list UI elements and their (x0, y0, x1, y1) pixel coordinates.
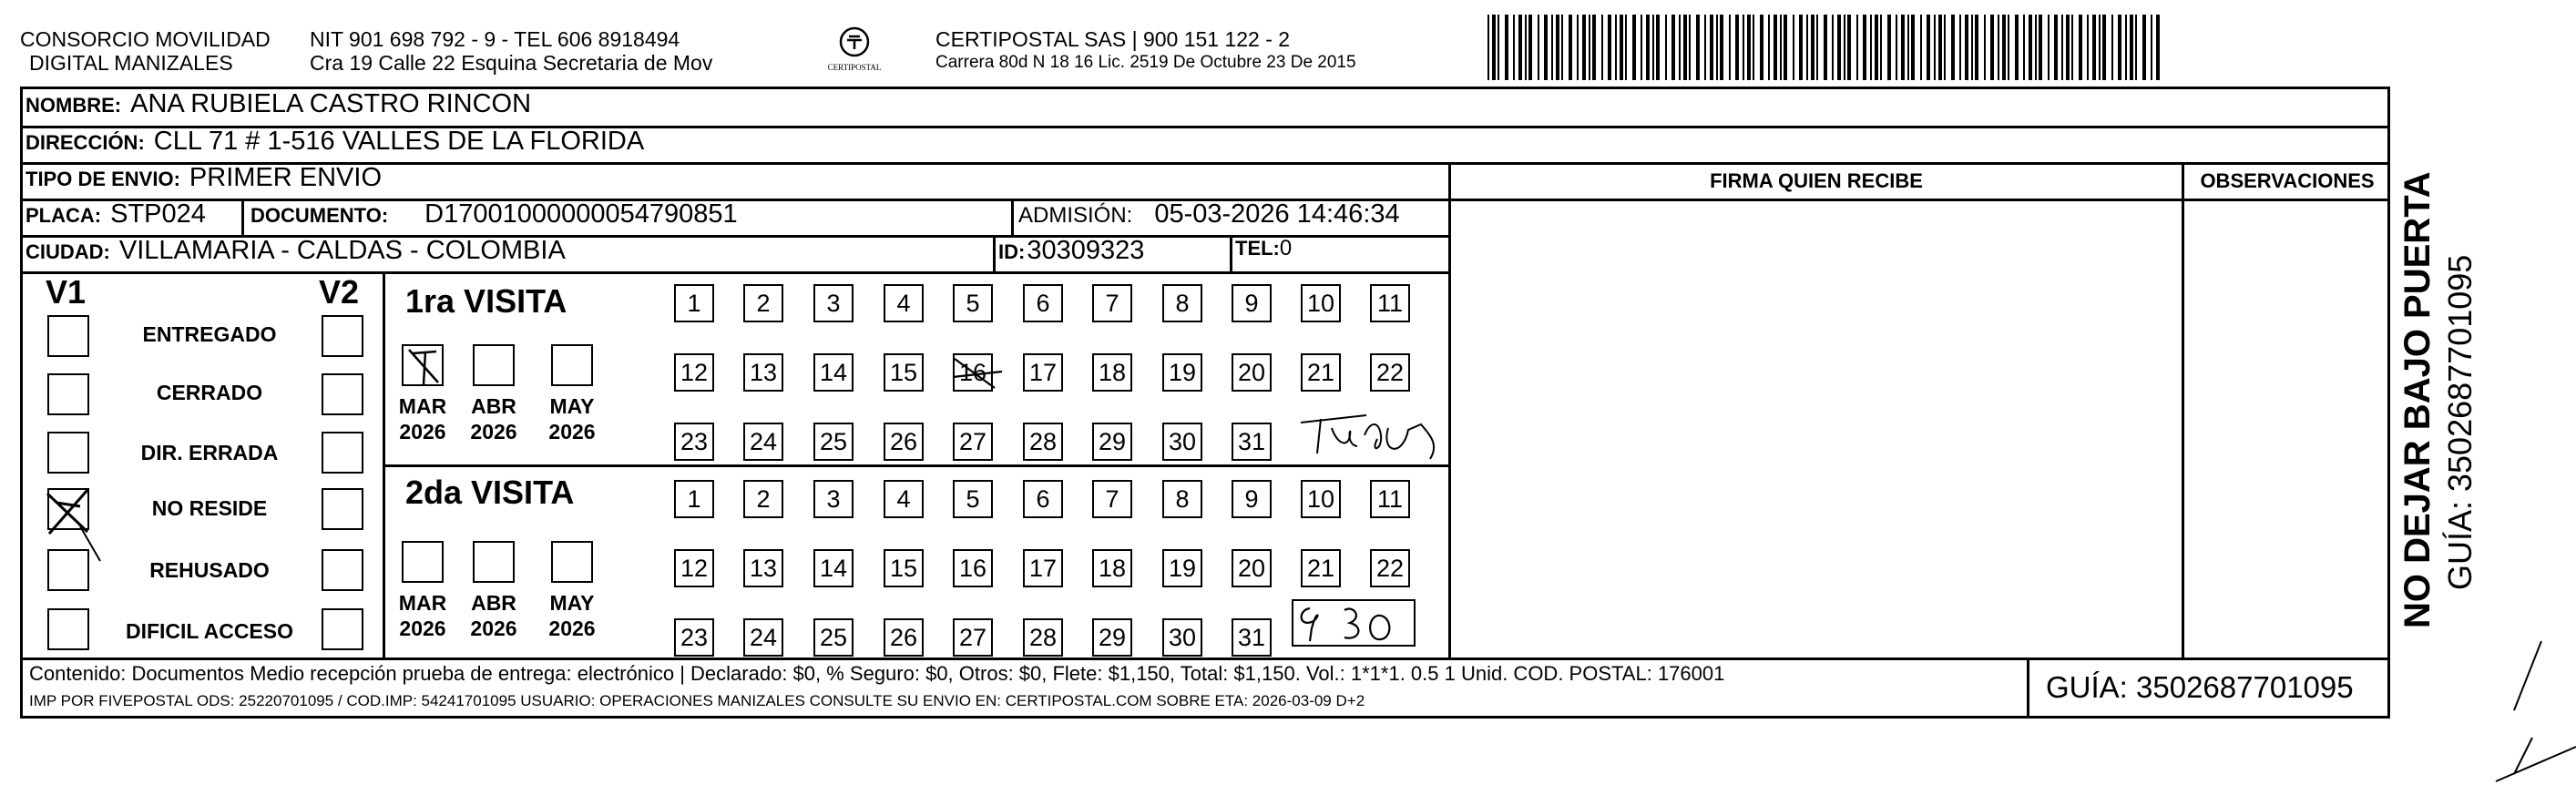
admision-label: ADMISIÓN: (1018, 203, 1133, 228)
first-visit-day-8[interactable]: 8 (1162, 284, 1202, 322)
first-visit-mar-checkbox[interactable] (402, 344, 444, 386)
tipo-row (26, 163, 382, 193)
tel-value: 0 (1279, 236, 1293, 260)
second-visit-day-12[interactable]: 12 (674, 549, 714, 587)
second-visit-day-15[interactable]: 15 (884, 549, 924, 587)
first-visit-month-may: MAY 2026 (548, 394, 596, 443)
first-visit-day-3[interactable]: 3 (813, 284, 854, 322)
second-visit-day-7[interactable]: 7 (1092, 480, 1132, 518)
second-visit-title: 2da VISITA (405, 474, 575, 511)
observaciones-header: OBSERVACIONES (2200, 169, 2375, 192)
first-visit-day-23[interactable]: 23 (674, 423, 714, 461)
option-rehusado: REHUSADO (149, 558, 270, 582)
checkmark-icon (44, 484, 98, 548)
second-visit-day-4[interactable]: 4 (884, 480, 924, 518)
direccion-value: CLL 71 # 1-516 VALLES DE LA FLORIDA (153, 127, 645, 156)
first-visit-day-9[interactable]: 9 (1232, 284, 1272, 322)
first-visit-day-31[interactable]: 31 (1232, 423, 1272, 461)
second-visit-day-28[interactable]: 28 (1023, 618, 1063, 657)
first-visit-day-5[interactable]: 5 (953, 284, 993, 322)
second-visit-day-11[interactable]: 11 (1370, 480, 1410, 518)
first-visit-day-10[interactable]: 10 (1301, 284, 1341, 322)
first-visit-mark-icon (402, 344, 445, 388)
second-visit-day-14[interactable]: 14 (813, 549, 854, 587)
second-visit-day-19[interactable]: 19 (1162, 549, 1202, 587)
v1-dir-errada-checkbox[interactable] (47, 432, 89, 474)
second-visit-day-20[interactable]: 20 (1232, 549, 1272, 587)
documento-row (250, 199, 738, 229)
id-row (998, 236, 1144, 266)
side-warning: NO DEJAR BAJO PUERTA (2397, 171, 2438, 628)
footer-contenido: Contenido: Documentos Medio recepción prueba de entrega: electrónico | Declarado: $0, % Seguro: $0, Otros: $0, Flete: $1,150, Total: $1,150. Vol.: 1*1*1. 0.5 1 Unid. COD. POSTAL: 176001 (29, 662, 1725, 685)
barcode (1487, 15, 2162, 80)
placa-label: PLACA: (26, 204, 102, 227)
first-visit-day-12[interactable]: 12 (674, 353, 714, 392)
placa-row (26, 199, 206, 229)
ciudad-row (26, 236, 566, 266)
company-contact: NIT 901 698 792 - 9 - TEL 606 8918494 Cra 19 Calle 22 Esquina Secretaria de Mov (310, 27, 713, 75)
second-visit-day-10[interactable]: 10 (1301, 480, 1341, 518)
second-visit-day-31[interactable]: 31 (1232, 618, 1272, 657)
second-visit-mar-checkbox[interactable] (402, 541, 444, 583)
first-visit-day-6[interactable]: 6 (1023, 284, 1063, 322)
firma-header: FIRMA QUIEN RECIBE (1710, 169, 1923, 192)
nombre-row (26, 89, 531, 119)
footer-guia: GUÍA: 3502687701095 (2046, 670, 2354, 704)
option-cerrado: CERRADO (156, 381, 263, 404)
second-visit-month-mar: MAR 2026 (398, 591, 447, 640)
ciudad-label: CIUDAD: (26, 240, 110, 263)
second-visit-month-may: MAY 2026 (548, 591, 596, 640)
ciudad-value: VILLAMARIA - CALDAS - COLOMBIA (118, 236, 566, 265)
v1-no-reside-checkbox[interactable] (47, 488, 89, 530)
v1-entregado-checkbox[interactable] (47, 315, 89, 357)
v1-header: V1 (46, 273, 87, 311)
first-visit-day-14[interactable]: 14 (813, 353, 854, 392)
second-visit-day-13[interactable]: 13 (743, 549, 783, 587)
company-name: CONSORCIO MOVILIDAD DIGITAL MANIZALES (20, 27, 271, 75)
first-visit-day-17[interactable]: 17 (1023, 353, 1063, 392)
cut-mark-icon (2459, 637, 2576, 785)
first-visit-day-13[interactable]: 13 (743, 353, 783, 392)
v2-dir-errada-checkbox[interactable] (322, 432, 363, 474)
second-visit-day-23[interactable]: 23 (674, 618, 714, 657)
side-guia: GUÍA: 3502687701095 (2441, 254, 2479, 590)
admision-value: 05-03-2026 14:46:34 (1154, 199, 1400, 229)
day-mark-icon (949, 352, 1004, 397)
first-visit-day-7[interactable]: 7 (1092, 284, 1132, 322)
first-visit-may-checkbox[interactable] (551, 344, 593, 386)
first-visit-day-26[interactable]: 26 (884, 423, 924, 461)
first-visit-day-30[interactable]: 30 (1162, 423, 1202, 461)
second-visit-may-checkbox[interactable] (551, 541, 593, 583)
certipostal-info: CERTIPOSTAL SAS | 900 151 122 - 2 Carrera 80d N 18 16 Lic. 2519 De Octubre 23 De 2015 (935, 27, 1356, 72)
second-visit-day-9[interactable]: 9 (1232, 480, 1272, 518)
first-visit-day-19[interactable]: 19 (1162, 353, 1202, 392)
option-no-reside: NO RESIDE (151, 496, 268, 520)
first-visit-day-1[interactable]: 1 (674, 284, 714, 322)
v1-rehusado-checkbox[interactable] (47, 549, 89, 591)
option-dificil-acceso: DIFICIL ACCESO (125, 619, 293, 643)
id-label: ID: (998, 240, 1026, 263)
tel-row (1235, 236, 1292, 261)
documento-value: D17001000000054790851 (424, 199, 738, 229)
direccion-label: DIRECCIÓN: (26, 131, 145, 154)
v2-entregado-checkbox[interactable] (322, 315, 363, 357)
placa-value: STP024 (110, 199, 206, 229)
first-visit-abr-checkbox[interactable] (473, 344, 515, 386)
first-visit-day-2[interactable]: 2 (743, 284, 783, 322)
documento-label: DOCUMENTO: (250, 204, 389, 227)
tipo-label: TIPO DE ENVIO: (26, 168, 180, 190)
second-visit-day-18[interactable]: 18 (1092, 549, 1132, 587)
first-visit-day-15[interactable]: 15 (884, 353, 924, 392)
first-visit-day-4[interactable]: 4 (884, 284, 924, 322)
first-visit-day-29[interactable]: 29 (1092, 423, 1132, 461)
second-visit-day-3[interactable]: 3 (813, 480, 854, 518)
direccion-row (26, 127, 644, 157)
first-visit-day-28[interactable]: 28 (1023, 423, 1063, 461)
id-value: 30309323 (1027, 236, 1145, 265)
second-visit-day-6[interactable]: 6 (1023, 480, 1063, 518)
second-visit-day-29[interactable]: 29 (1092, 618, 1132, 657)
option-dir-errada: DIR. ERRADA (140, 441, 279, 464)
first-visit-day-25[interactable]: 25 (813, 423, 854, 461)
nombre-label: NOMBRE: (26, 94, 122, 117)
second-visit-day-24[interactable]: 24 (743, 618, 783, 657)
first-visit-day-24[interactable]: 24 (743, 423, 783, 461)
certipostal-logo: CERTIPOSTAL (815, 24, 894, 72)
nombre-value: ANA RUBIELA CASTRO RINCON (130, 89, 532, 118)
second-visit-day-26[interactable]: 26 (884, 618, 924, 657)
second-visit-day-21[interactable]: 21 (1301, 549, 1341, 587)
second-visit-day-27[interactable]: 27 (953, 618, 993, 657)
footer-imp: IMP POR FIVEPOSTAL ODS: 25220701095 / COD.IMP: 54241701095 USUARIO: OPERACIONES MANIZALES CONSULTE SU ENVIO EN: CERTIPOSTAL.COM SOBRE ETA: 2026-03-09 D+2 (29, 692, 1365, 709)
v1-cerrado-checkbox[interactable] (47, 373, 89, 415)
second-visit-day-8[interactable]: 8 (1162, 480, 1202, 518)
handwriting-icon (1293, 601, 1414, 645)
certipostal-logo-icon (836, 24, 873, 60)
first-visit-day-11[interactable]: 11 (1370, 284, 1410, 322)
second-visit-day-30[interactable]: 30 (1162, 618, 1202, 657)
v2-cerrado-checkbox[interactable] (322, 373, 363, 415)
handwriting-icon (1293, 408, 1450, 463)
second-visit-day-16[interactable]: 16 (953, 549, 993, 587)
second-visit-handwritten-box (1292, 599, 1416, 647)
first-visit-title: 1ra VISITA (405, 282, 567, 320)
first-visit-month-mar: MAR 2026 (398, 394, 447, 443)
v1-dificil-acceso-checkbox[interactable] (47, 608, 89, 650)
admision-row (1018, 199, 1400, 229)
second-visit-day-22[interactable]: 22 (1370, 549, 1410, 587)
v2-header: V2 (319, 273, 360, 311)
first-visit-month-abr: ABR 2026 (470, 394, 517, 443)
tipo-value: PRIMER ENVIO (189, 163, 383, 192)
option-entregado: ENTREGADO (142, 322, 277, 346)
second-visit-day-17[interactable]: 17 (1023, 549, 1063, 587)
first-visit-day-20[interactable]: 20 (1232, 353, 1272, 392)
v2-rehusado-checkbox[interactable] (322, 549, 363, 591)
tel-label: TEL: (1235, 237, 1280, 260)
first-visit-day-22[interactable]: 22 (1370, 353, 1410, 392)
second-visit-day-5[interactable]: 5 (953, 480, 993, 518)
first-visit-day-21[interactable]: 21 (1301, 353, 1341, 392)
first-visit-day-27[interactable]: 27 (953, 423, 993, 461)
first-visit-day-16[interactable]: 16 (953, 353, 993, 392)
first-visit-day-18[interactable]: 18 (1092, 353, 1132, 392)
first-visit-handwritten-time (1293, 408, 1450, 463)
second-visit-day-25[interactable]: 25 (813, 618, 854, 657)
second-visit-month-abr: ABR 2026 (470, 591, 517, 640)
second-visit-day-2[interactable]: 2 (743, 480, 783, 518)
second-visit-day-1[interactable]: 1 (674, 480, 714, 518)
v2-no-reside-checkbox[interactable] (322, 488, 363, 530)
v2-dificil-acceso-checkbox[interactable] (322, 608, 363, 650)
second-visit-abr-checkbox[interactable] (473, 541, 515, 583)
